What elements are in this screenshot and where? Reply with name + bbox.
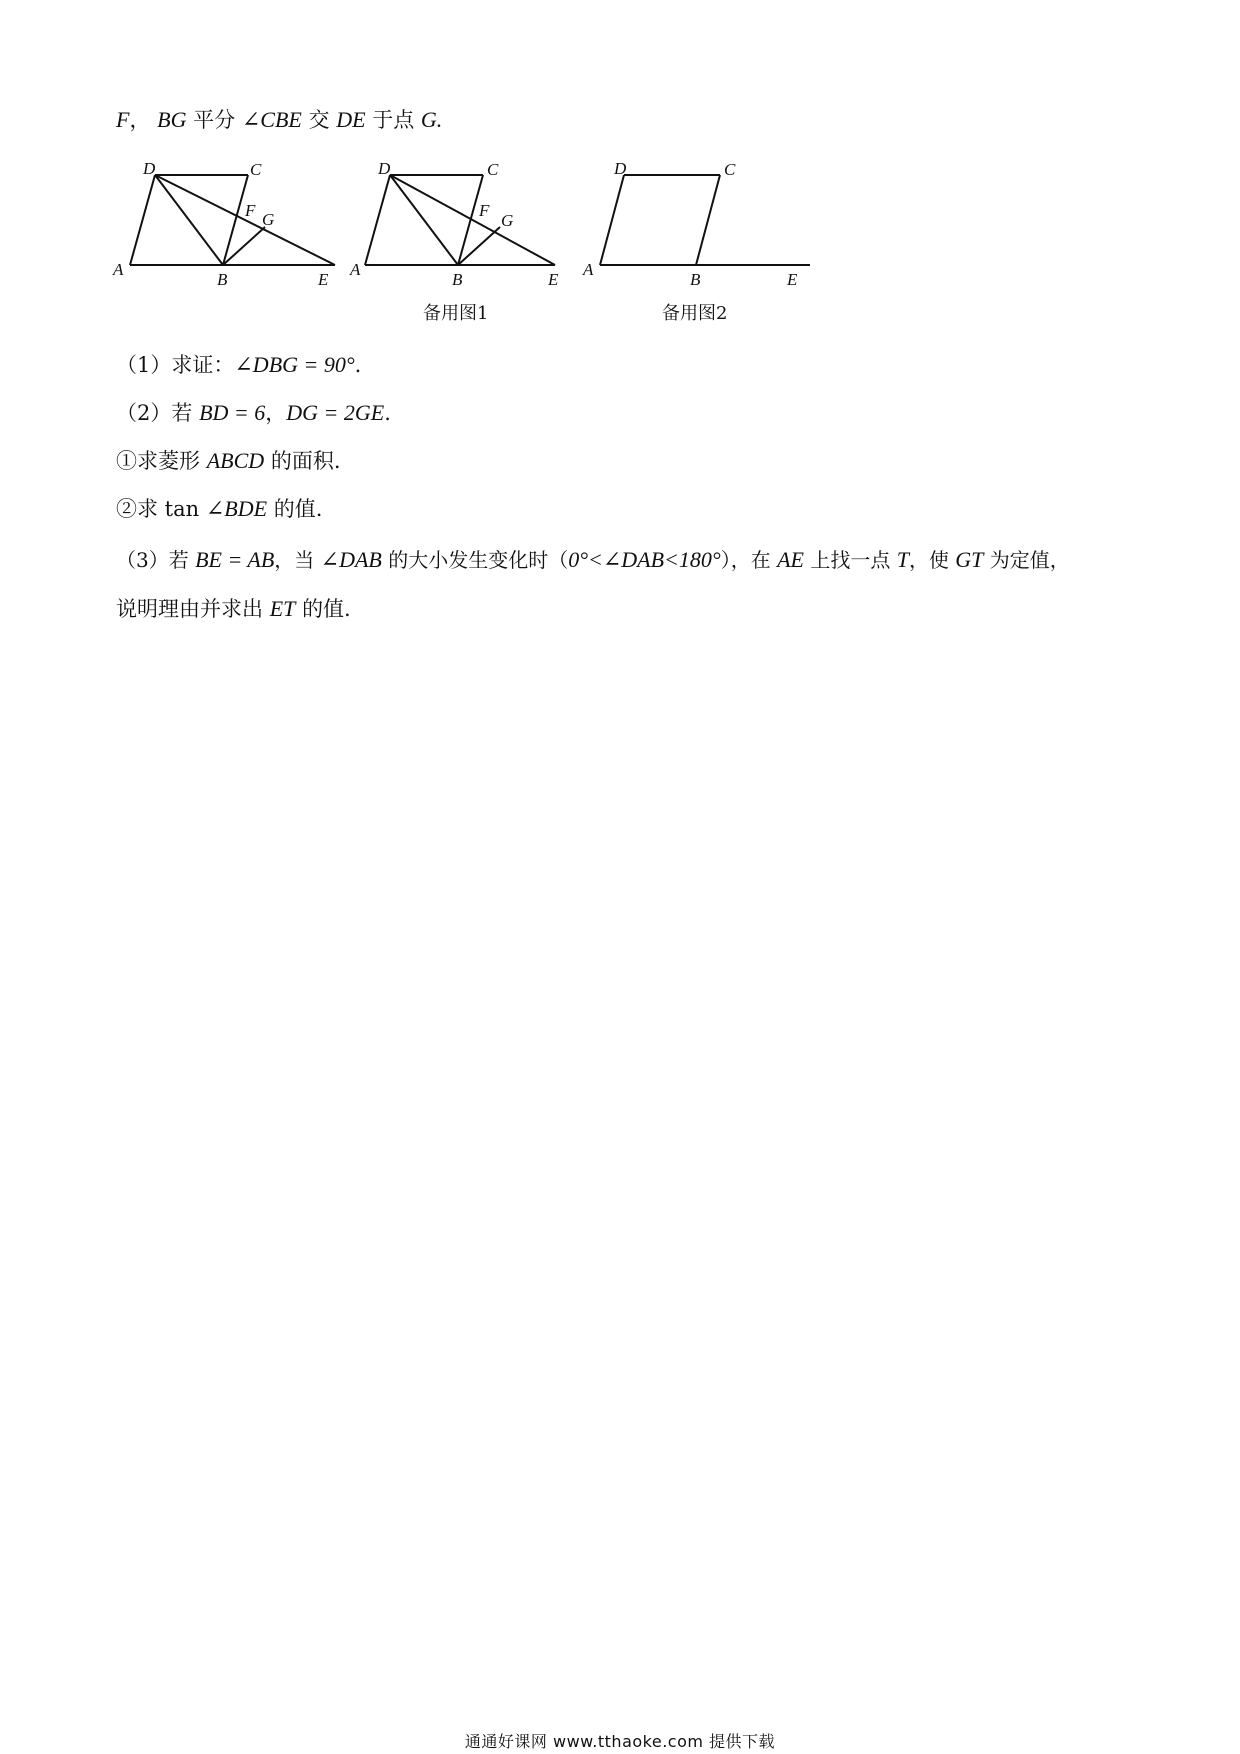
question-1: （1）求证：∠DBG = 90°. [116,352,362,377]
segment-line [696,175,720,265]
segment-line [390,175,458,265]
intro-f: F [116,107,130,132]
point-label-e: E [318,270,329,289]
figure-main-svg [110,150,340,289]
point-label-c: C [487,160,499,179]
segment-line [130,175,155,265]
question-3-continued: 说明理由并求出 ET 的值. [116,596,351,621]
intro-line: F， BG 平分 ∠CBE 交 DE 于点 G. [116,107,443,132]
point-label-e: E [787,270,798,289]
question-2b: ②求 tan ∠BDE 的值. [116,496,323,521]
point-label-g: G [262,210,275,229]
point-label-e: E [548,270,559,289]
point-label-g: G [501,211,514,230]
figure-main [110,150,340,289]
caption-backup-2: 备用图2 [662,303,728,324]
segment-line [600,175,624,265]
point-label-a: A [113,260,124,279]
question-2a: ①求菱形 ABCD 的面积. [116,448,341,473]
point-label-d: D [378,159,391,178]
segment-line [365,175,390,265]
question-3: （3）若 BE = AB，当 ∠DAB 的大小发生变化时（0°<∠DAB<180°），在 AE 上找一点 T，使 GT 为定值， [116,547,1070,572]
segment-line [155,175,223,265]
footer-download-note: 通通好课网 www.tthaoke.com 提供下载 [464,1732,776,1751]
point-label-f: F [245,201,256,220]
figure-backup-1-svg [345,150,575,289]
point-label-c: C [250,160,262,179]
figure-backup-1 [345,150,575,289]
figure-backup-2 [580,150,820,289]
point-label-b: B [690,270,701,289]
question-2: （2）若 BD = 6，DG = 2GE. [116,400,391,425]
point-label-a: A [583,260,594,279]
point-label-d: D [614,159,627,178]
point-label-b: B [452,270,463,289]
point-label-f: F [479,201,490,220]
figure-backup-2-svg [580,150,820,289]
caption-backup-1: 备用图1 [423,303,489,324]
point-label-a: A [350,260,361,279]
point-label-b: B [217,270,228,289]
point-label-c: C [724,160,736,179]
point-label-d: D [143,159,156,178]
